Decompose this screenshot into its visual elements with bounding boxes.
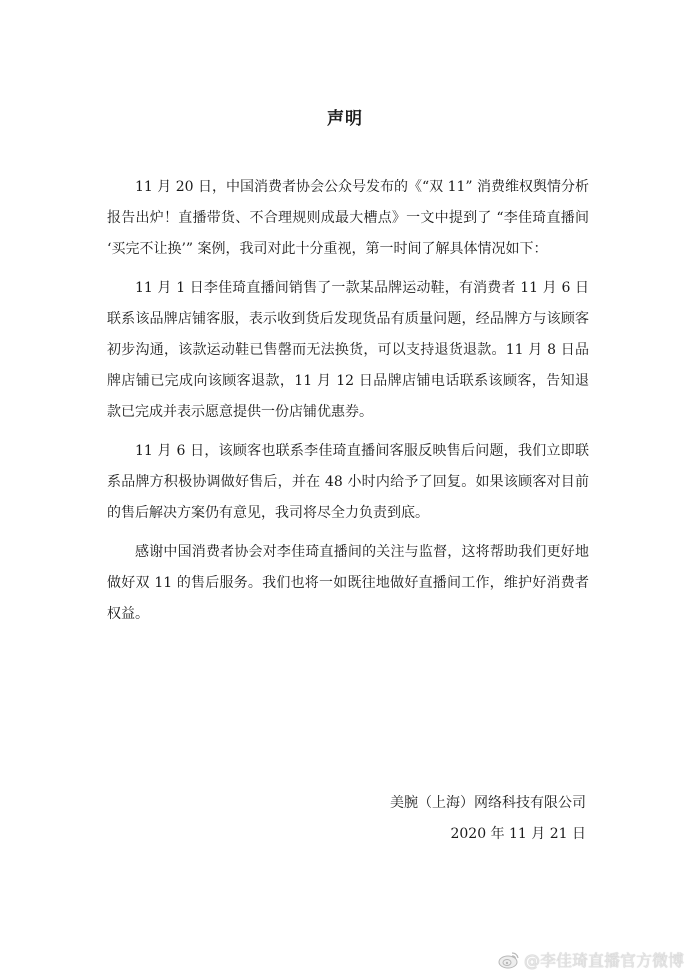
paragraph-thanks: 感谢中国消费者协会对李佳琦直播间的关注与监督，这将帮助我们更好地做好双 11 的售后服务。我们也将一如既往地做好直播间工作，维护好消费者权益。 [107, 544, 589, 622]
watermark-text: @李佳琦直播官方微博 [523, 951, 684, 970]
weibo-logo-icon [498, 951, 520, 969]
statement-body [107, 172, 589, 638]
paragraph-brand-refund: 11 月 1 日李佳琦直播间销售了一款某品牌运动鞋，有消费者 11 月 6 日联系该品牌店铺客服，表示收到货后发现货品有质量问题，经品牌方与该顾客初步沟通，该款运动鞋已售罄而无法换货，可以支持退货退款。11 月 8 日品牌店铺已完成向该顾客退款，11 月 12 日品牌店铺电话联系该顾客，告知退款已完成并表示愿意提供一份店铺优惠券。 [107, 280, 589, 420]
company-name: 美腕（上海）网络科技有限公司 [390, 795, 586, 811]
document-title: 声明 [327, 109, 363, 129]
weibo-watermark [498, 948, 684, 971]
paragraph-intro: 11 月 20 日，中国消费者协会公众号发布的《“双 11” 消费维权舆情分析报告出炉！直播带货、不合理规则成最大槽点》一文中提到了 “李佳琦直播间 ‘买完不让换’” 案例，我司对此十分重视，第一时间了解具体情况如下： [107, 179, 590, 257]
statement-date: 2020 年 11 月 21 日 [450, 826, 586, 842]
paragraph-customer-service: 11 月 6 日，该顾客也联系李佳琦直播间客服反映售后问题，我们立即联系品牌方积极协调做好售后，并在 48 小时内给予了回复。如果该顾客对目前的售后解决方案仍有意见，我司将尽全力负责到底。 [107, 443, 589, 521]
signature-block [390, 788, 586, 850]
